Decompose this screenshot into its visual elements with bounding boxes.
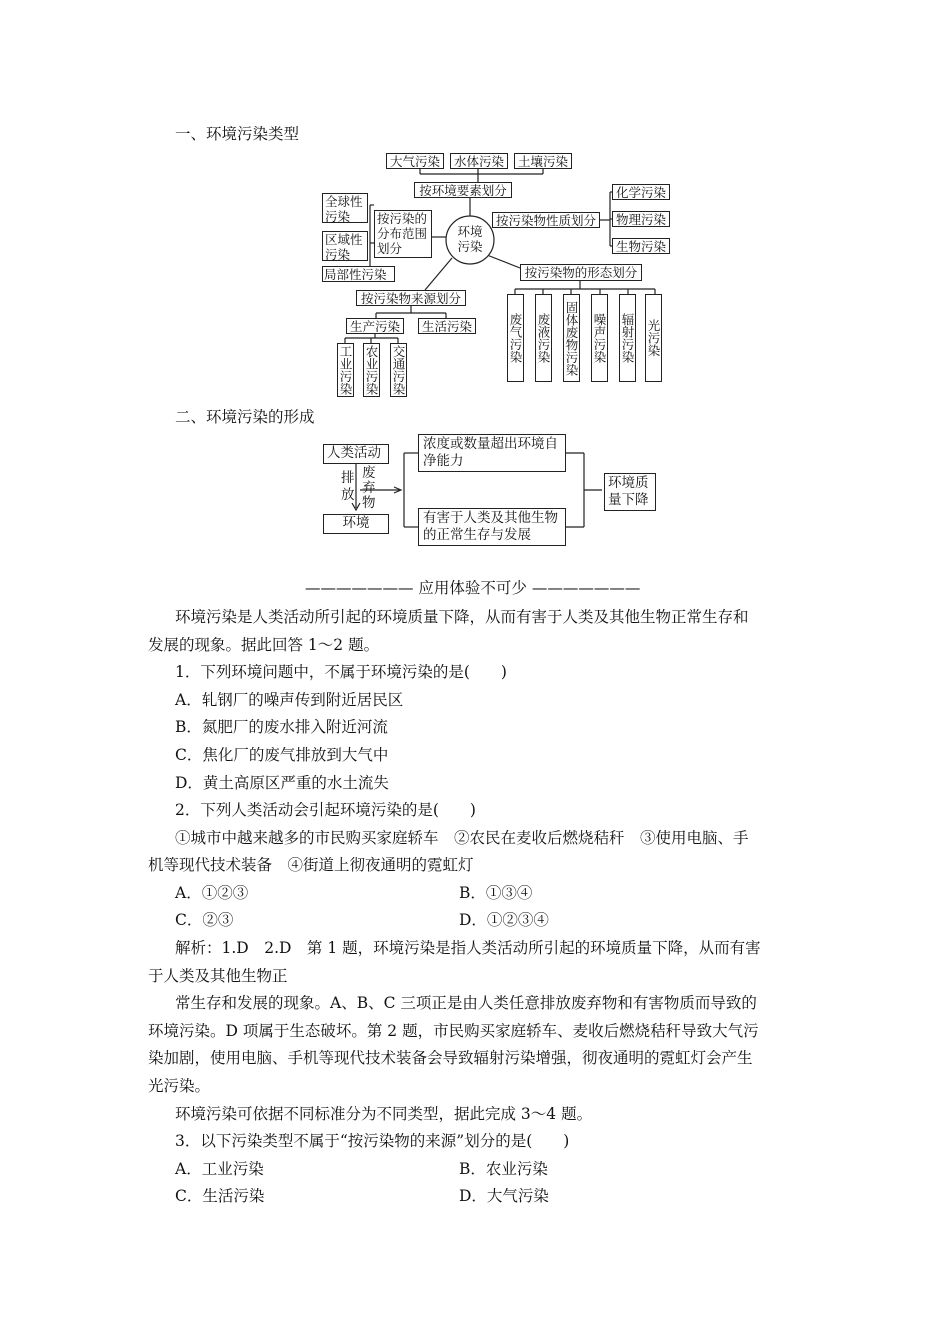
analysis-line: 染加剧，使用电脑、手机等现代技术装备会导致辐射污染增强，彻夜通明的霓虹灯会产生 xyxy=(148,1049,753,1067)
box-human-activity: 人类活动 xyxy=(323,444,389,464)
analysis-line: 于人类及其他生物正 xyxy=(148,967,288,985)
node-by-form: 按污染物的形态划分 xyxy=(520,264,642,281)
section2-heading: 二、环境污染的形成 xyxy=(175,408,315,426)
analysis-line: 解析：1.D 2.D 第 1 题，环境污染是指人类活动所引起的环境质量下降，从而有害 xyxy=(175,939,761,957)
text-line: 环境污染是人类活动所引起的环境质量下降，从而有害于人类及其他生物正常生存和 xyxy=(175,608,749,626)
option-2b: B．①③④ xyxy=(459,884,533,902)
node-living: 生活污染 xyxy=(418,318,476,334)
diagram2-connectors xyxy=(0,0,950,560)
option-3c: C．生活污染 xyxy=(175,1187,265,1205)
node-by-scope: 按污染的分布范围划分 xyxy=(374,210,432,258)
practice-title: ——————— 应用体验不可少 ——————— xyxy=(305,579,641,597)
node-by-source: 按污染物来源划分 xyxy=(356,290,466,306)
option-2c: C．②③ xyxy=(175,911,234,929)
text-line: 环境污染可依据不同标准分为不同类型，据此完成 3～4 题。 xyxy=(175,1105,593,1123)
node-by-element: 按环境要素划分 xyxy=(414,182,512,198)
node-agricultural: 农业污染 xyxy=(364,345,379,395)
question-1: 1．下列环境问题中，不属于环境污染的是( ) xyxy=(175,663,507,681)
label-waste: 废弃物 xyxy=(362,465,376,511)
option-1d: D．黄土高原区严重的水土流失 xyxy=(175,774,389,792)
text-line: ①城市中越来越多的市民购买家庭轿车 ②农民在麦收后燃烧秸秆 ③使用电脑、手 xyxy=(175,829,749,847)
node-industrial: 工业污染 xyxy=(338,345,353,395)
node-radiation: 辐射污染 xyxy=(619,294,636,382)
option-2a: A．①②③ xyxy=(175,884,249,902)
node-solid-waste: 固体废物污染 xyxy=(563,294,580,382)
node-light: 光污染 xyxy=(645,294,662,382)
section1-heading: 一、环境污染类型 xyxy=(175,125,300,143)
node-global: 全球性污染 xyxy=(322,193,368,223)
node-chemical: 化学污染 xyxy=(612,184,670,200)
node-regional: 区域性污染 xyxy=(322,231,368,261)
node-production: 生产污染 xyxy=(346,318,404,334)
box-environment: 环境 xyxy=(323,514,389,534)
node-air-pollution: 大气污染 xyxy=(386,153,444,169)
question-3: 3．以下污染类型不属于“按污染物的来源”划分的是( ) xyxy=(175,1132,570,1150)
box-exceed-capacity: 浓度或数量超出环境自净能力 xyxy=(418,434,566,472)
node-biological: 生物污染 xyxy=(612,238,670,254)
text-line: 机等现代技术装备 ④街道上彻夜通明的霓虹灯 xyxy=(148,856,474,874)
option-1c: C．焦化厂的废气排放到大气中 xyxy=(175,746,389,764)
analysis-line: 光污染。 xyxy=(148,1077,211,1095)
node-local: 局部性污染 xyxy=(322,266,395,282)
node-physical: 物理污染 xyxy=(612,211,670,227)
option-1a: A．轧钢厂的噪声传到附近居民区 xyxy=(175,691,404,709)
node-water-pollution: 水体污染 xyxy=(450,153,508,169)
analysis-line: 常生存和发展的现象。A、B、C 三项正是由人类任意排放废弃物和有害物质而导致的 xyxy=(175,994,757,1012)
node-waste-gas: 废气污染 xyxy=(507,294,524,382)
node-soil-pollution: 土壤污染 xyxy=(514,153,572,169)
option-3b: B．农业污染 xyxy=(459,1160,548,1178)
question-2: 2．下列人类活动会引起环境污染的是( ) xyxy=(175,801,476,819)
label-discharge: 排放 xyxy=(341,470,355,503)
analysis-line: 环境污染。D 项属于生态破坏。第 2 题，市民购买家庭轿车、麦收后燃烧秸秆导致大气污 xyxy=(148,1022,759,1040)
option-2d: D．①②③④ xyxy=(459,911,549,929)
box-harmful: 有害于人类及其他生物的正常生存与发展 xyxy=(418,508,566,546)
option-3d: D．大气污染 xyxy=(459,1187,549,1205)
option-1b: B．氮肥厂的废水排入附近河流 xyxy=(175,718,388,736)
node-center: 环境污染 xyxy=(457,224,483,254)
node-waste-liquid: 废液污染 xyxy=(535,294,552,382)
node-traffic: 交通污染 xyxy=(391,345,406,395)
text-line: 发展的现象。据此回答 1～2 题。 xyxy=(148,636,380,654)
node-noise: 噪声污染 xyxy=(591,294,608,382)
node-by-property: 按污染物性质划分 xyxy=(492,212,600,228)
box-quality-decline: 环境质量下降 xyxy=(604,473,656,511)
option-3a: A．工业污染 xyxy=(175,1160,264,1178)
